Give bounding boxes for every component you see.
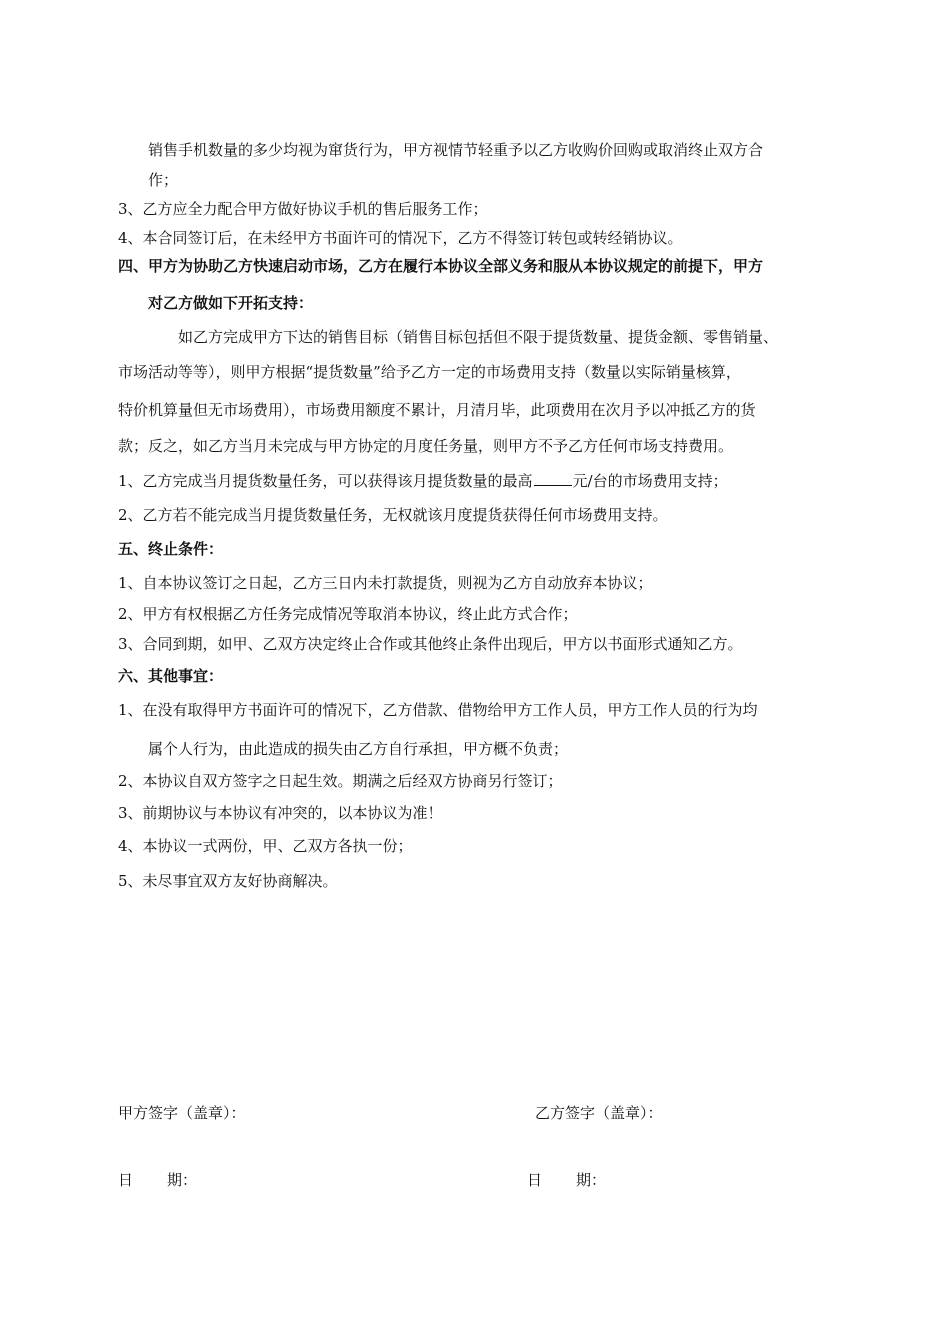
sec4-heading-line2: 对乙方做如下开拓支持： (148, 294, 314, 312)
sec6-heading: 六、其他事宜： (118, 667, 224, 685)
party-a-date-label (118, 1170, 197, 1190)
sec5-item3: 3、合同到期，如甲、乙双方决定终止合作或其他终止条件出现后，甲方以书面形式通知乙方。 (118, 635, 743, 653)
party-a-signature-label: 甲方签字（盖章）： (118, 1104, 246, 1122)
sec5-item2: 2、甲方有权根据乙方任务完成情况等取消本协议，终止此方式合作； (118, 605, 578, 623)
party-b-date-char2: 期： (576, 1171, 607, 1189)
sec6-item1-line2: 属个人行为，由此造成的损失由乙方自行承担，甲方概不负责； (148, 740, 569, 758)
party-b-date-label (527, 1170, 606, 1190)
sec5-item1: 1、自本协议签订之日起，乙方三日内未打款提货，则视为乙方自动放弃本协议； (118, 574, 653, 592)
sec3-item3: 3、乙方应全力配合甲方做好协议手机的售后服务工作； (118, 200, 488, 218)
party-b-signature-label: 乙方签字（盖章）： (535, 1104, 663, 1122)
sec6-item1-line1: 1、在没有取得甲方书面许可的情况下，乙方借款、借物给甲方工作人员，甲方工作人员的行为均 (118, 701, 758, 719)
sec4-para-line1: 如乙方完成甲方下达的销售目标（销售目标包括但不限于提货数量、提货金额、零售销量、 (178, 328, 779, 346)
sec4-item1-text-before: 1、乙方完成当月提货数量任务，可以获得该月提货数量的最高 (118, 472, 533, 490)
sec4-heading-line1: 四、甲方为协助乙方快速启动市场，乙方在履行本协议全部义务和服从本协议规定的前提下，甲方 (118, 257, 764, 275)
sec4-para-line4: 款；反之，如乙方当月未完成与甲方协定的月度任务量，则甲方不予乙方任何市场支持费用。 (118, 437, 734, 455)
sec4-item1-text-after: 元/台的市场费用支持； (572, 472, 728, 490)
sec3-line1: 销售手机数量的多少均视为窜货行为，甲方视情节轻重予以乙方收购价回购或取消终止双方合 (148, 141, 764, 159)
amount-blank-line (534, 471, 572, 486)
party-a-date-char1: 日 (118, 1171, 134, 1189)
sec6-item2: 2、本协议自双方签字之日起生效。期满之后经双方协商另行签订； (118, 772, 563, 790)
party-b-date-char1: 日 (527, 1171, 543, 1189)
sec3-line2: 作； (148, 171, 179, 189)
sec4-para-line2: 市场活动等等），则甲方根据“提货数量”给予乙方一定的市场费用支持（数量以实际销量核算， (118, 363, 741, 381)
sec3-item4: 4、本合同签订后，在未经甲方书面许可的情况下，乙方不得签订转包或转经销协议。 (118, 229, 683, 247)
sec4-para-line3: 特价机算量但无市场费用），市场费用额度不累计，月清月毕，此项费用在次月予以冲抵乙方的货 (118, 401, 756, 419)
sec4-item2: 2、乙方若不能完成当月提货数量任务，无权就该月度提货获得任何市场费用支持。 (118, 506, 668, 524)
sec4-item1 (118, 471, 728, 491)
sec6-item4: 4、本协议一式两份，甲、乙双方各执一份； (118, 837, 413, 855)
sec6-item3: 3、前期协议与本协议有冲突的，以本协议为准！ (118, 804, 443, 822)
sec5-heading: 五、终止条件： (118, 540, 224, 558)
sec6-item5: 5、未尽事宜双方友好协商解决。 (118, 872, 338, 890)
party-a-date-char2: 期： (167, 1171, 198, 1189)
